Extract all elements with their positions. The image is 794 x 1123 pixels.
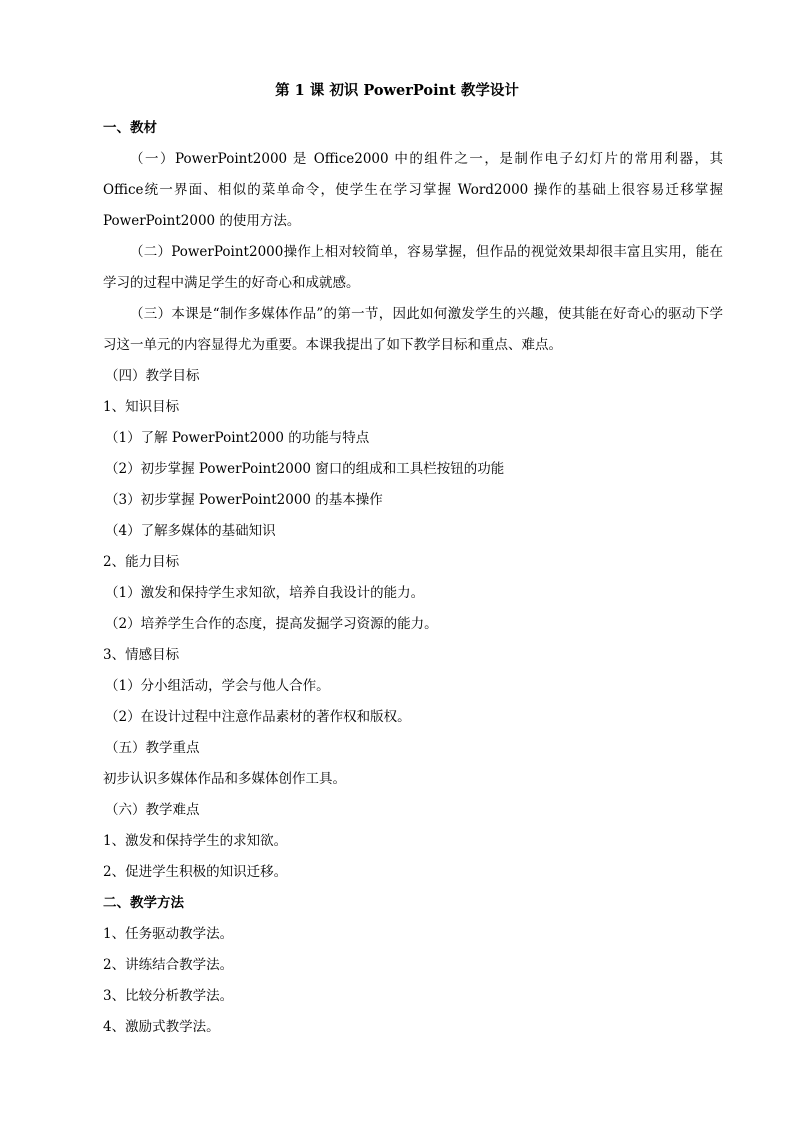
list-item: （4）了解多媒体的基础知识: [105, 523, 276, 539]
document-title: 第 1 课 初识 PowerPoint 教学设计: [275, 82, 519, 99]
list-item: 2、促进学生积极的知识迁移。: [103, 864, 288, 880]
list-item: 3、比较分析教学法。: [103, 988, 234, 1004]
emotion-goals-heading: 3、情感目标: [103, 647, 180, 663]
list-item: （2）初步掌握 PowerPoint2000 窗口的组成和工具栏按钮的功能: [105, 461, 505, 477]
list-item: （1）分小组活动，学会与他人合作。: [105, 678, 330, 694]
list-item: （2）在设计过程中注意作品素材的著作权和版权。: [105, 709, 411, 725]
section-heading-textbook: 一、教材: [103, 120, 157, 136]
list-item: 4、激励式教学法。: [103, 1019, 220, 1035]
list-item: 1、激发和保持学生的求知欲。: [103, 833, 288, 849]
list-item: （1）了解 PowerPoint2000 的功能与特点: [105, 430, 370, 446]
paragraph-3: （三）本课是“制作多媒体作品”的第一节，因此如何激发学生的兴趣，使其能在好奇心的驱动下学习这一单元的内容显得尤为重要。本课我提出了如下教学目标和重点、难点。: [103, 306, 723, 353]
paragraph-2: （二）PowerPoint2000操作上相对较简单，容易掌握，但作品的视觉效果却很丰富且实用，能在学习的过程中满足学生的好奇心和成就感。: [103, 244, 723, 291]
ability-goals-heading: 2、能力目标: [103, 554, 180, 570]
teaching-key-points-heading: （五）教学重点: [105, 740, 200, 756]
teaching-difficulties-heading: （六）教学难点: [105, 802, 200, 818]
list-item: （3）初步掌握 PowerPoint2000 的基本操作: [105, 492, 383, 508]
section-heading-teaching-methods: 二、教学方法: [103, 895, 184, 911]
teaching-goals-heading: （四）教学目标: [105, 368, 200, 384]
list-item: 1、任务驱动教学法。: [103, 926, 234, 942]
list-item: （2）培养学生合作的态度，提高发掘学习资源的能力。: [105, 616, 438, 632]
list-item: 初步认识多媒体作品和多媒体创作工具。: [103, 771, 346, 787]
list-item: 2、讲练结合教学法。: [103, 957, 234, 973]
document-body: [103, 113, 723, 1043]
list-item: （1）激发和保持学生求知欲，培养自我设计的能力。: [105, 585, 425, 601]
knowledge-goals-heading: 1、知识目标: [103, 399, 180, 415]
paragraph-1: （一）PowerPoint2000 是 Office2000 中的组件之一，是制作电子幻灯片的常用利器，其 Office统一界面、相似的菜单命令，使学生在学习掌握 Word2000 操作的基础上很容易迁移掌握 PowerPoint2000 的使用方法。: [103, 151, 723, 229]
